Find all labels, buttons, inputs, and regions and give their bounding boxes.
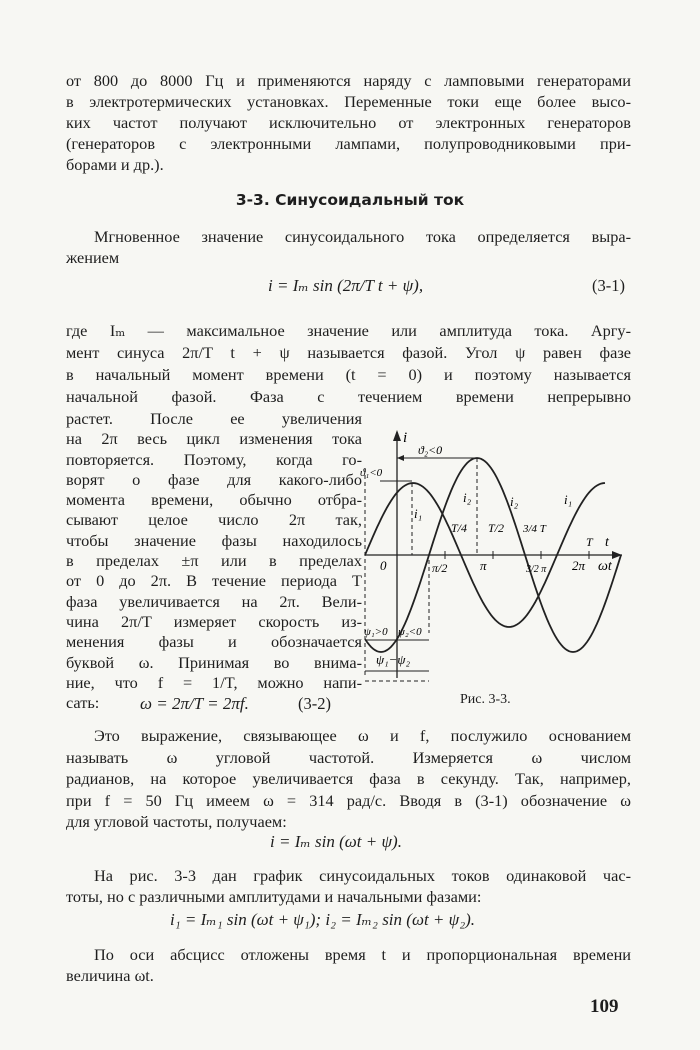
para3-line: при f = 50 Гц имеем ω = 314 рад/с. Вводя в (3-1) обозначение ω [66,790,631,810]
narrow-line: чтобы значение фазы находилось [66,530,362,550]
para3-line: радианов, на которое увеличивается фаза в секунду. Так, например, [66,769,631,788]
paragraph-1 [66,226,631,268]
label-psi2: ψ₂<0 [398,626,422,638]
narrow-line: буквой ω. Принимая во внима- [66,652,362,672]
label-pi-half: π/2 [432,561,448,575]
formula-3-1: i = Iₘ sin (2π/T t + ψ), [268,276,424,295]
label-t-axis: t [605,535,609,550]
narrow-line: сать: [66,693,100,713]
label-origin: 0 [380,558,387,573]
label-T: T [586,535,593,549]
label-theta2: ϑ₂<0 [418,443,443,457]
para3-line: называть ω угловой частотой. Измеряется ω числом [66,747,631,767]
narrow-column-text [66,409,362,713]
section-title: 3-3. Синусоидальный ток [235,191,465,209]
paragraph-2 [66,320,631,408]
label-i2-right: i₂ [510,494,519,509]
intro-line: (генераторов с электронными лампами, полупроводниковыми при- [66,134,631,153]
intro-line: от 800 до 8000 Гц и применяются наряду с ламповыми генераторами [66,71,631,90]
narrow-line: менения фазы и обозначается [66,632,362,652]
para4-line: На рис. 3-3 дан график синусоидальных токов одинаковой час- [94,866,631,885]
narrow-line: момента времени, обычно отбра- [66,490,362,510]
narrow-line: повторяется. Поэтому, когда го- [66,449,362,469]
theta2-arrowhead [397,455,404,461]
label-psi1: ψ₁>0 [364,626,388,638]
page-number: 109 [590,996,619,1017]
para1-line: Мгновенное значение синусоидального тока определяется выра- [94,227,631,246]
narrow-line: ворят о фазе для какого-либо [66,469,362,489]
figure-sine-currents [360,428,630,688]
para3-line: для угловой частоты, получаем: [66,812,287,831]
intro-line: борами и др.). [66,155,164,174]
paragraph-3 [66,725,631,833]
narrow-line: в пределах ±π или в пределах [66,551,362,571]
narrow-line: фаза увеличивается на 2π. Вели- [66,591,362,611]
para2-line: в начальный момент времени (t = 0) и поэтому называется [66,365,631,384]
para4-line: тоты, но с различными амплитудами и начальными фазами: [66,887,482,906]
formula-i1-i2: i₁ = Iₘ₁ sin (ωt + ψ₁); i₂ = Iₘ₂ sin (ωt + ψ₂). [170,910,476,929]
intro-line: ких частот получают исключительно от электронных генераторов [66,113,631,132]
para5-line: величина ωt. [66,966,154,985]
para5-line: По оси абсцисс отложены время t и пропорциональная времени [94,945,631,964]
intro-line: в электротермических установках. Переменные токи еще более высо- [66,92,631,111]
para3-line: Это выражение, связывающее ω и f, послужило основанием [94,726,631,745]
label-theta1: ϑ₁<0 [360,467,383,479]
formula-3-1-number: (3-1) [592,276,625,295]
label-i2: i₂ [463,490,472,505]
label-three-pi-half: 3/2 π [526,564,547,575]
y-axis-arrow [393,430,401,441]
label-T2: T/2 [488,521,505,535]
narrow-line: чина 2π/T измеряет скорость из- [66,611,362,631]
label-i1: i₁ [414,506,423,521]
paragraph-4 [66,865,631,907]
intro-paragraph [66,70,631,175]
narrow-line: сывают целое число 2π так, [66,510,362,530]
label-i-axis: i [403,430,408,446]
label-T34: 3/4 T [523,523,546,535]
formula-omega: i = Iₘ sin (ωt + ψ). [270,832,402,851]
narrow-line: на 2π весь цикл изменения тока [66,429,362,449]
label-psi-diff: ψ₁−ψ₂ [376,652,410,667]
figure-caption: Рис. 3-3. [460,692,511,707]
para2-line: мент синуса 2π/T t + ψ называется фазой. Угол ψ равен фазе [66,343,631,362]
paragraph-5 [66,944,631,986]
label-omega-t: ωt [598,559,612,574]
para1-line: жением [66,248,120,267]
label-pi: π [480,558,487,573]
narrow-line: от 0 до 2π. В течение периода T [66,571,362,591]
para2-line: где Iₘ — максимальное значение или амплитуда тока. Аргу- [66,321,631,340]
label-T4: T/4 [451,521,468,535]
para2-line: начальной фазой. Фаза с течением времени непрерывно [66,387,631,406]
narrow-line: растет. После ее увеличения [66,409,362,428]
label-two-pi: 2π [572,558,586,573]
formula-3-2-number: (3-2) [298,694,331,713]
formula-3-2: ω = 2π/T = 2πf. [140,694,249,713]
label-i1-right: i₁ [564,492,573,507]
narrow-line: ние, что f = 1/T, можно напи- [66,672,362,692]
